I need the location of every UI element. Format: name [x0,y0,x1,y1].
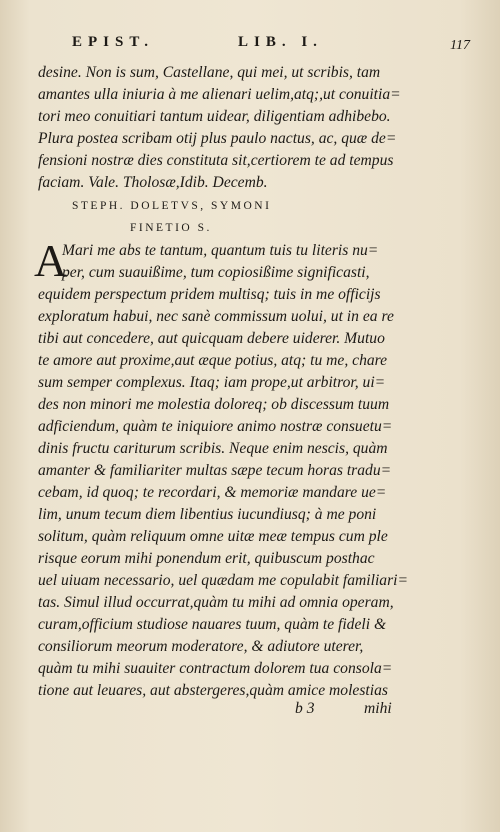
letter-line: equidem perspectum pridem multisq; tuis in me officijs [38,286,381,303]
running-head-left: EPIST. [72,34,154,50]
letter-line: consiliorum meorum moderatore, & adiutore uterer, [38,638,364,655]
letter-line: adficiendum, quàm te iniquiore animo nostræ consuetu= [38,418,393,435]
letter-line: solitum, quàm reliquum omne uitæ meæ tempus cum ple [38,528,388,545]
letter-line: exploratum habui, nec sanè commissum uolui, ut in ea re [38,308,394,325]
intro-line: desine. Non is sum, Castellane, qui mei, ut scribis, tam [38,64,381,81]
intro-line: amantes ulla iniuria à me alienari uelim,atq;,ut conuitia= [38,86,401,103]
letter-line: lim, unum tecum diem libentius iucundiusq; à me poni [38,506,377,523]
letter-line: tione aut leuares, aut abstergeres,quàm amice molestias [38,682,388,699]
drop-cap: A [34,235,68,286]
intro-line: tori meo conuitiari tantum uidear, diligentiam adhibebo. [38,108,391,125]
letter-line: des non minori me molestia doloreq; ob discessum tuum [38,396,390,413]
salutation-line-2: FINETIO S. [130,222,212,234]
signature-mark: b 3 [295,700,315,717]
letter-line: curam,officium studiose nauares tuum, quàm te fideli & [38,616,387,633]
letter-line: Mari me abs te tantum, quantum tuis tu literis nu= [62,242,379,259]
letter-line: tibi aut concedere, aut quicquam debere uiderer. Mutuo [38,330,385,347]
letter-line: tas. Simul illud occurrat,quàm tu mihi ad omnia operam, [38,594,394,611]
letter-line: dinis fructu cariturum scribis. Neque enim nescis, quàm [38,440,388,457]
catchword: mihi [364,700,392,717]
intro-line: faciam. Vale. Tholosæ,Idib. Decemb. [38,174,268,191]
letter-line: risque eorum mihi ponendum erit, quibuscum posthac [38,550,375,567]
intro-line: fensioni nostræ dies constituta sit,certiorem te ad tempus [38,152,394,169]
page-number: 117 [450,38,470,53]
letter-line: amanter & familiariter multas sæpe tecum horas tradu= [38,462,392,479]
letter-line: sum semper complexus. Itaq; iam prope,ut arbitror, ui= [38,374,386,391]
letter-line: te amore aut proxime,aut æque potius, atq; tu me, chare [38,352,388,369]
letter-line: cebam, id quoq; te recordari, & memoriæ mandare ue= [38,484,387,501]
salutation-line-1: STEPH. DOLETVS, SYMONI [72,200,272,212]
letter-line: uel uiuam necessario, uel quædam me copulabit familiari= [38,572,409,589]
running-head-right: LIB. I. [238,34,323,50]
intro-line: Plura postea scribam otij plus paulo nactus, ac, quæ de= [38,130,397,147]
letter-line: per, cum suauißime, tum copiosißime significasti, [62,264,370,281]
letter-line: quàm tu mihi suauiter contractum dolorem tua consola= [38,660,393,677]
